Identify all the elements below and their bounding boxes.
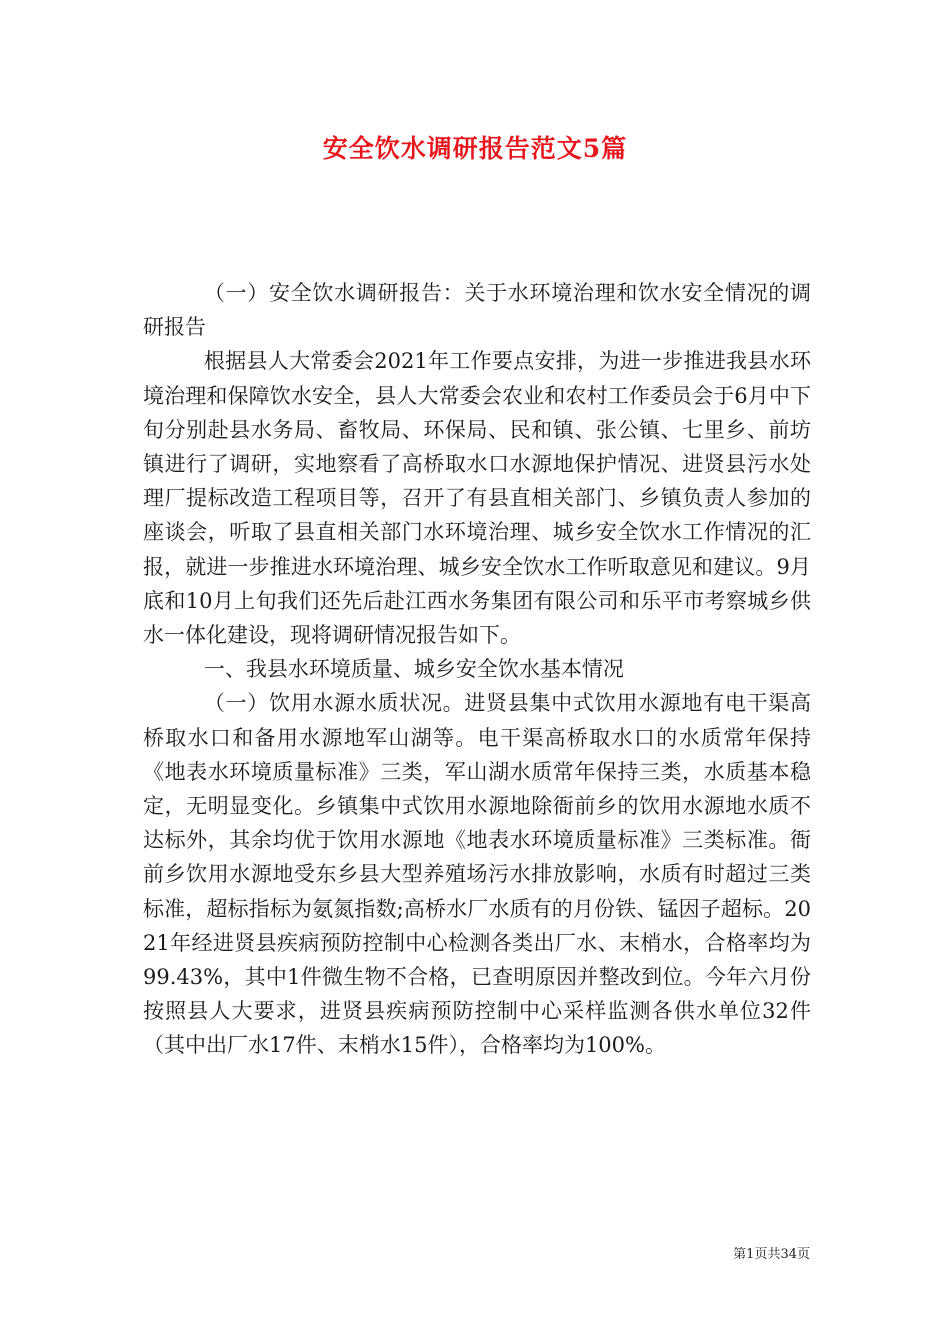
paragraph-section-heading: 一、我县水环境质量、城乡安全饮水基本情况 [203,657,624,682]
paragraph-intro: 根据县人大常委会2021年工作要点安排，为进一步推进我县水环境治理和保障饮水安全，县人大常委会农业和农村工作委员会于6月中下旬分别赴县水务局、畜牧局、环保局、民和镇、张公镇、七里乡、前坊镇进行了调研，实地察看了高桥取水口水源地保护情况、进贤县污水处理厂提标改造工程项目等，召开了有县直相关部门、乡镇负责人参加的座谈会，听取了县直相关部门水环境治理、城乡安全饮水工作情况的汇报，就进一步推进水环境治理、城乡安全饮水工作听取意见和建议。9月底和10月上旬我们还先后赴江西水务集团有限公司和乐平市考察城乡供水一体化建设，现将调研情况报告如下。 [143,349,811,648]
paragraph-water-quality: （一）饮用水源水质状况。进贤县集中式饮用水源地有电干渠高桥取水口和备用水源地军山湖等。电干渠高桥取水口的水质常年保持《地表水环境质量标准》三类，军山湖水质常年保持三类，水质基本稳定，无明显变化。乡镇集中式饮用水源地除衙前乡的饮用水源地水质不达标外，其余均优于饮用水源地《地表水环境质量标准》三类标准。衙前乡饮用水源地受东乡县大型养殖场污水排放影响，水质有时超过三类标准，超标指标为氨氮指数;高桥水厂水质有的月份铁、锰因子超标。2021年经进贤县疾病预防控制中心检测各类出厂水、末梢水，合格率均为99.43%，其中1件微生物不合格，已查明原因并整改到位。今年六月份按照县人大要求，进贤县疾病预防控制中心采样监测各供水单位32件（其中出厂水17件、末梢水15件），合格率均为100%。 [143,691,811,1058]
paragraph-heading-report: （一）安全饮水调研报告：关于水环境治理和饮水安全情况的调研报告 [143,281,811,340]
page-number: 第1页共34页 [733,1247,810,1262]
document-title: 安全饮水调研报告范文5篇 [322,134,628,163]
document-body [143,276,811,1063]
